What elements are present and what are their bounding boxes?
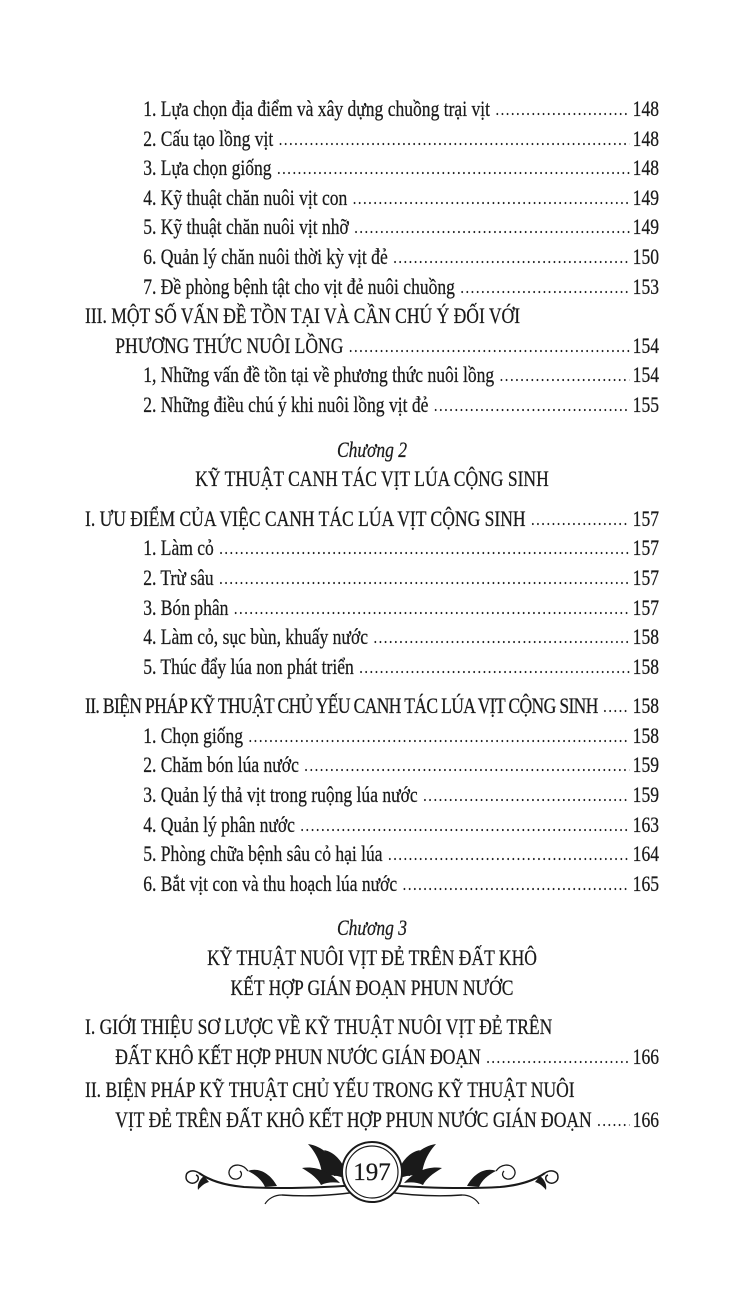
toc-entry-page: 158	[632, 693, 659, 719]
toc-entry	[85, 153, 659, 183]
toc-entry-page: 154	[632, 332, 659, 358]
toc-entry	[85, 390, 659, 420]
toc-entry-title: 3. Lựa chọn giống	[143, 155, 272, 181]
dot-leader	[423, 781, 629, 811]
dot-leader	[219, 564, 629, 594]
dot-leader	[531, 505, 629, 535]
toc-entry	[85, 810, 659, 840]
toc-entry-title: 1, Những vấn đề tồn tại về phương thức nuôi lồng	[143, 362, 495, 388]
dot-leader	[500, 361, 630, 391]
dot-leader	[434, 391, 629, 421]
toc-entry-title: 5. Thúc đẩy lúa non phát triển	[143, 653, 354, 679]
toc-entry-page: 157	[632, 505, 659, 531]
toc-entry	[85, 242, 659, 272]
toc-entry-page: 149	[632, 184, 659, 210]
toc-entry	[85, 652, 659, 682]
toc-entry-title: 6. Quản lý chăn nuôi thời kỳ vịt đẻ	[143, 243, 388, 269]
toc-entry-page: 155	[632, 391, 659, 417]
toc-entry-line	[85, 301, 659, 331]
toc-entry-title: III. MỘT SỐ VẤN ĐỀ TỒN TẠI VÀ CẦN CHÚ Ý ĐỐI VỚI	[85, 303, 521, 329]
toc-entry-page: 148	[632, 155, 659, 181]
toc-entry-title: VỊT ĐẺ TRÊN ĐẤT KHÔ KẾT HỢP PHUN NƯỚC GIÁN ĐOẠN	[115, 1107, 592, 1132]
toc-entry	[85, 691, 659, 721]
dot-leader	[603, 692, 629, 722]
toc-entry-title: 2. Trừ sâu	[143, 564, 214, 590]
toc-entry-title: I. ƯU ĐIỂM CỦA VIỆC CANH TÁC LÚA VỊT CỘNG SINH	[85, 505, 526, 531]
toc-entry-title: II. BIỆN PHÁP KỸ THUẬT CHỦ YẾU CANH TÁC LÚA VỊT CỘNG SINH	[85, 693, 598, 719]
toc-entry-title: 3. Bón phân	[143, 594, 229, 620]
chapter-label: Chương 2	[336, 436, 408, 462]
chapter-label: Chương 3	[336, 915, 408, 941]
toc-entry-page: 157	[632, 535, 659, 561]
dot-leader	[496, 95, 630, 125]
chapter-heading	[85, 435, 659, 494]
toc-entry-title: 2. Cấu tạo lồng vịt	[143, 125, 274, 151]
dot-leader	[359, 653, 629, 683]
toc-entry	[85, 504, 659, 534]
chapter-title: KỸ THUẬT NUÔI VỊT ĐẺ TRÊN ĐẤT KHÔ	[207, 945, 537, 971]
toc-entry	[85, 272, 659, 302]
toc-entry-page: 158	[632, 722, 659, 748]
toc-entry-title: 2. Những điều chú ý khi nuôi lồng vịt đẻ	[143, 391, 429, 417]
toc-entry	[85, 750, 659, 780]
toc-entry-title: 4. Quản lý phân nước	[143, 811, 295, 837]
toc-entry-title: II. BIỆN PHÁP KỸ THUẬT CHỦ YẾU TRONG KỸ THUẬT NUÔI	[85, 1077, 575, 1103]
toc-entry-line	[85, 1075, 659, 1105]
toc-entry	[85, 593, 659, 623]
toc-entry	[85, 869, 659, 899]
dot-leader	[388, 840, 629, 870]
toc-entry-title: 4. Kỹ thuật chăn nuôi vịt con	[143, 184, 348, 210]
toc-entry-page: 166	[632, 1107, 659, 1132]
toc-entry-page: 148	[632, 96, 659, 121]
dot-leader	[354, 213, 629, 243]
dot-leader	[277, 154, 629, 184]
chapter-heading	[85, 913, 659, 1002]
toc-entry-title: ĐẤT KHÔ KẾT HỢP PHUN NƯỚC GIÁN ĐOẠN	[115, 1043, 481, 1069]
toc-entry-line	[85, 1012, 659, 1042]
toc-entry	[85, 839, 659, 869]
dot-leader	[461, 273, 630, 303]
toc-entry-line	[85, 331, 659, 361]
toc-entry	[85, 183, 659, 213]
dot-leader	[301, 811, 630, 841]
dot-leader	[486, 1043, 629, 1073]
toc-entry-title: 5. Phòng chữa bệnh sâu cỏ hại lúa	[143, 841, 383, 867]
page-number: 197	[353, 1159, 391, 1186]
toc-entry-page: 157	[632, 594, 659, 620]
toc-entry-page: 158	[632, 624, 659, 650]
toc-entry-page: 157	[632, 564, 659, 590]
toc-entry-title: 6. Bắt vịt con và thu hoạch lúa nước	[143, 870, 398, 896]
toc-entry	[85, 780, 659, 810]
toc-entry	[85, 212, 659, 242]
toc-entry-page: 149	[632, 214, 659, 240]
toc-entry	[85, 721, 659, 751]
toc-entry-page: 159	[632, 782, 659, 808]
toc-entry-page: 158	[632, 653, 659, 679]
dot-leader	[393, 243, 629, 273]
toc-entry	[85, 563, 659, 593]
toc-entry-title: 5. Kỹ thuật chăn nuôi vịt nhỡ	[143, 214, 349, 240]
toc-entry-title: 7. Đề phòng bệnh tật cho vịt đẻ nuôi chuồng	[143, 273, 455, 299]
toc-entry-page: 159	[632, 752, 659, 778]
toc-entry	[85, 533, 659, 563]
dot-leader	[219, 534, 629, 564]
toc-entry	[85, 124, 659, 154]
toc-entry-title: PHƯƠNG THỨC NUÔI LỒNG	[115, 332, 344, 358]
toc-entry-title: 1. Làm cỏ	[143, 535, 214, 561]
table-of-contents	[85, 94, 659, 1135]
toc-entry-title: 2. Chăm bón lúa nước	[143, 752, 299, 778]
dot-leader	[349, 332, 630, 362]
toc-entry-page: 164	[632, 841, 659, 867]
toc-entry-title: 4. Làm cỏ, sục bùn, khuấy nước	[143, 624, 369, 650]
dot-leader	[304, 751, 629, 781]
toc-entry-title: 1. Lựa chọn địa điểm và xây dựng chuồng trại vịt	[143, 96, 490, 121]
toc-entry-line	[85, 1042, 659, 1072]
toc-entry-page: 154	[632, 362, 659, 388]
chapter-title: KẾT HỢP GIÁN ĐOẠN PHUN NƯỚC	[230, 974, 514, 1000]
dot-leader	[403, 870, 630, 900]
toc-entry-page: 165	[632, 870, 659, 896]
dot-leader	[374, 623, 630, 653]
dot-leader	[249, 722, 630, 752]
dot-leader	[353, 184, 630, 214]
toc-entry-title: 1. Chọn giống	[143, 722, 244, 748]
toc-entry	[85, 94, 659, 124]
toc-entry-title: I. GIỚI THIỆU SƠ LƯỢC VỀ KỸ THUẬT NUÔI VỊT ĐẺ TRÊN	[85, 1014, 553, 1040]
toc-entry	[85, 360, 659, 390]
toc-entry-page: 150	[632, 243, 659, 269]
toc-entry-title: 3. Quản lý thả vịt trong ruộng lúa nước	[143, 782, 418, 808]
chapter-title: KỸ THUẬT CANH TÁC VỊT LÚA CỘNG SINH	[195, 466, 549, 492]
toc-entry	[85, 622, 659, 652]
dot-leader	[234, 594, 629, 624]
dot-leader	[597, 1106, 629, 1136]
toc-entry-page: 163	[632, 811, 659, 837]
toc-entry-page: 166	[632, 1043, 659, 1069]
toc-entry-page: 148	[632, 125, 659, 151]
toc-entry-page: 153	[632, 273, 659, 299]
dot-leader	[279, 125, 630, 155]
